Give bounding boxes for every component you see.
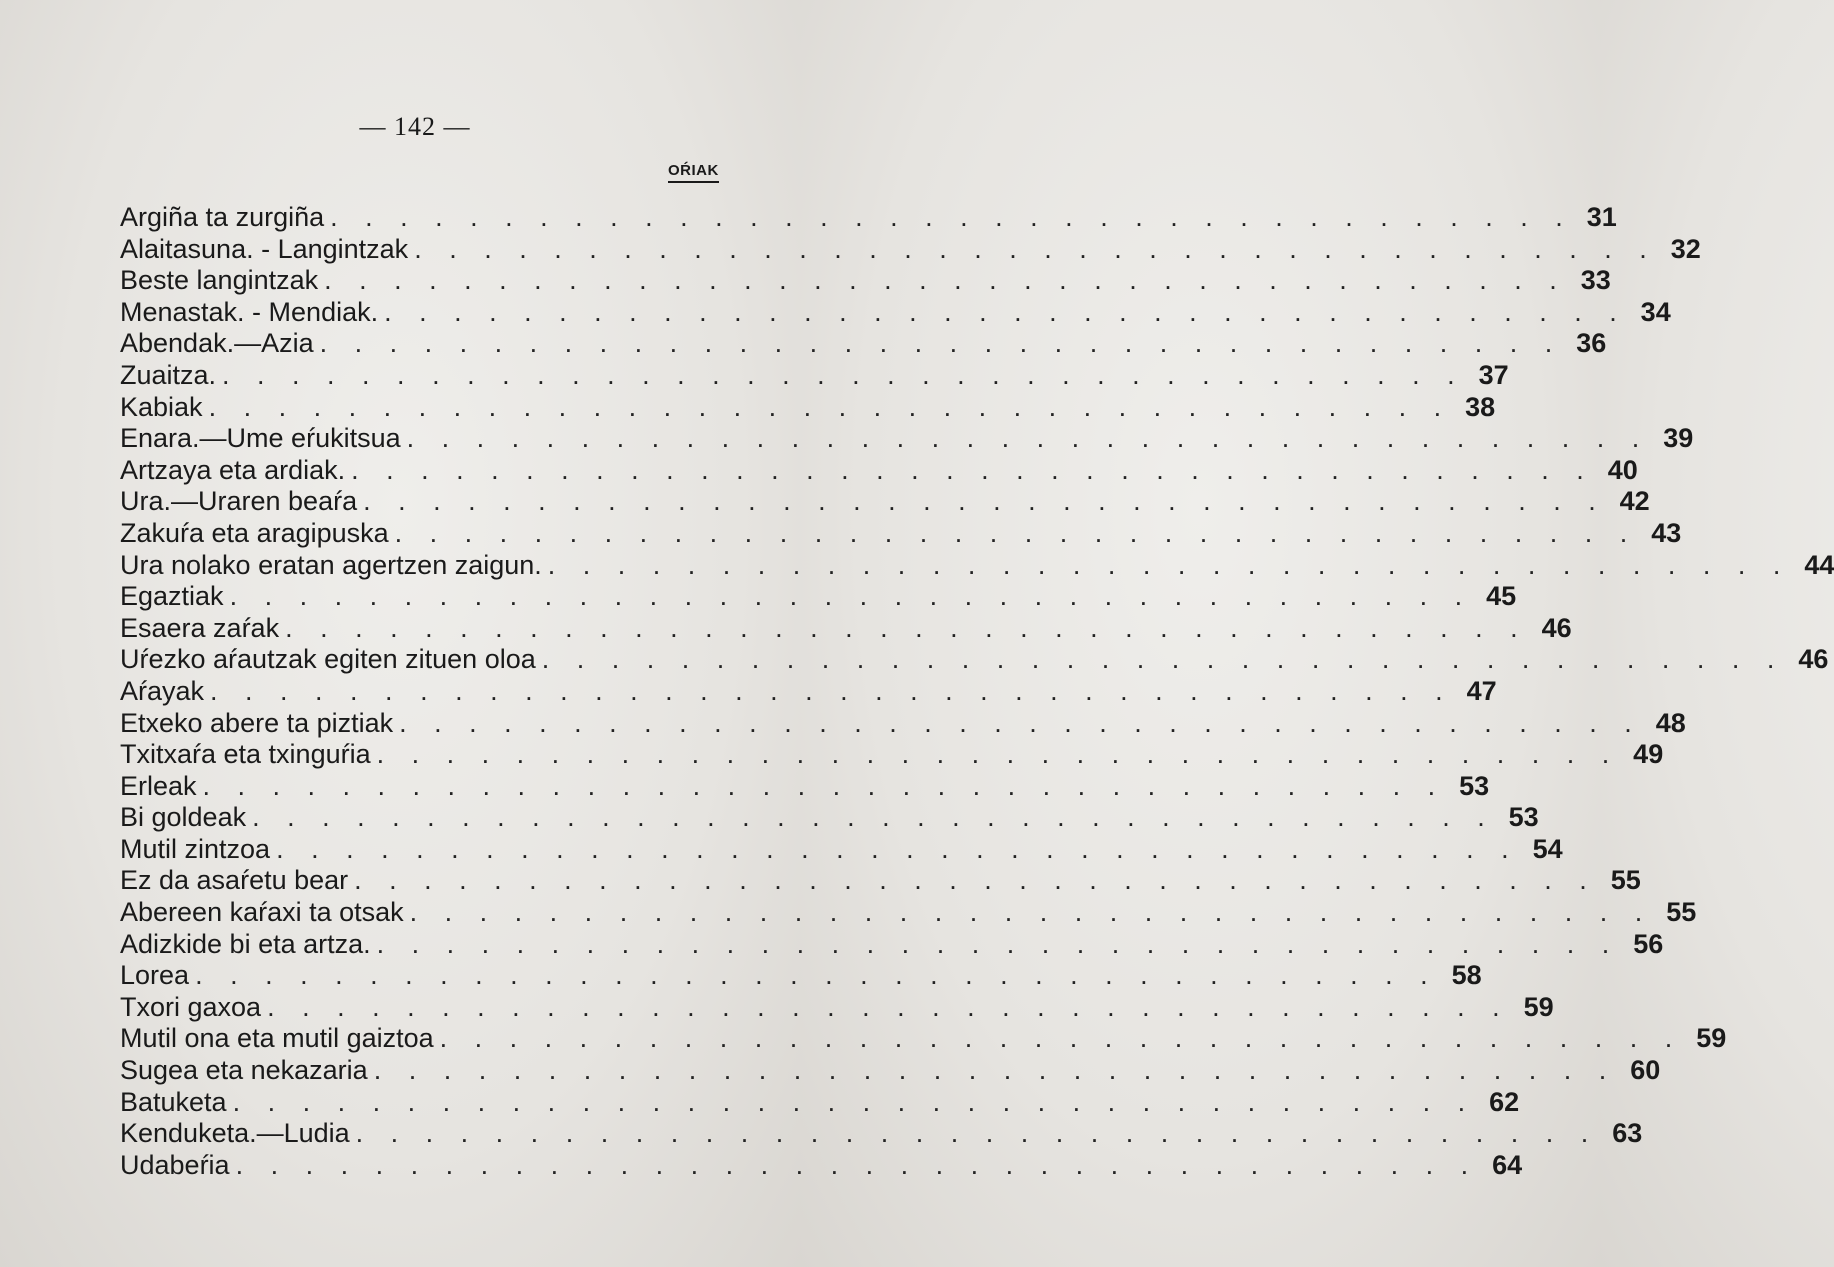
toc-entry-title: Ura.—Uraren beaŕa: [120, 486, 358, 517]
toc-leader-dots: . . . . . . . . . . . . . . . . . . . . . . . . . . . . . . . . . . . .: [354, 865, 1597, 896]
toc-entry: [120, 1086, 1520, 1119]
toc-leader-dots: . . . . . . . . . . . . . . . . . . . . . . . . . . . . . . . . . . . .: [276, 833, 1519, 864]
toc-entry: [120, 707, 1686, 740]
toc-entry-page: 63: [1612, 1118, 1643, 1149]
toc-entry-page: 54: [1532, 833, 1563, 864]
toc-entry-title: Abereen kaŕaxi ta otsak: [120, 897, 404, 928]
toc-entry-page: 56: [1633, 928, 1664, 959]
toc-entry-title: Aŕayak: [120, 675, 205, 706]
toc-leader-dots: . . . . . . . . . . . . . . . . . . . . . . . . . . . . . . . . . . . .: [324, 265, 1567, 296]
toc-entry-page: 48: [1655, 707, 1686, 738]
toc-leader-dots: . . . . . . . . . . . . . . . . . . . . . . . . . . . . . . . . . . . .: [376, 928, 1620, 959]
toc-leader-dots: . . . . . . . . . . . . . . . . . . . . . . . . . . . . . . . . . . . .: [330, 202, 1573, 232]
toc-leader-dots: . . . . . . . . . . . . . . . . . . . . . . . . . . . . . . . . . . . .: [252, 802, 1495, 833]
toc-leader-dots: . . . . . . . . . . . . . . . . . . . . . . . . . . . . . . . . . . . .: [210, 675, 1453, 706]
toc-entry: [120, 391, 1496, 424]
toc-entry-title: Enara.—Ume eŕukitsua: [120, 423, 401, 454]
toc-entry: [120, 328, 1607, 360]
toc-entry-title: Etxeko abere ta piztiak: [120, 707, 394, 738]
toc-leader-dots: . . . . . . . . . . . . . . . . . . . . . . . . . . . . . . . . . . . .: [399, 707, 1642, 738]
toc-leader-dots: . . . . . . . . . . . . . . . . . . . . . . . . . . . . . . . . . . . .: [406, 423, 1650, 454]
toc-leader-dots: . . . . . . . . . . . . . . . . . . . . . . . . . . . . . . . . . . . .: [355, 1118, 1599, 1149]
toc-entry-title: Alaitasuna. - Langintzak: [120, 233, 409, 264]
toc-entry-page: 49: [1633, 739, 1664, 770]
toc-entry: [120, 202, 1617, 234]
toc-entry-title: Kenduketa.—Ludia: [120, 1118, 350, 1149]
toc-entry-title: Sugea eta nekazaria: [120, 1055, 368, 1086]
toc-entry-page: 58: [1451, 960, 1482, 991]
toc-entry-title: Kabiak: [120, 391, 203, 422]
toc-entry-page: 33: [1580, 265, 1611, 296]
toc-entry-page: 38: [1465, 391, 1496, 422]
toc-entry: [120, 833, 1563, 866]
toc-leader-dots: . . . . . . . . . . . . . . . . . . . . . . . . . . . . . . . . . . . .: [547, 549, 1791, 580]
toc-entry: [120, 802, 1539, 834]
toc-leader-dots: . . . . . . . . . . . . . . . . . . . . . . . . . . . . . . . . . . . .: [222, 359, 1465, 390]
pages-column-header: OŔIAK: [668, 162, 719, 183]
toc-entry: [120, 960, 1482, 992]
toc-leader-dots: . . . . . . . . . . . . . . . . . . . . . . . . . . . . . . . . . . . .: [376, 739, 1620, 770]
toc-entry: [120, 675, 1497, 708]
page-number: — 142 —: [359, 112, 471, 141]
toc-entry-page: 60: [1630, 1055, 1661, 1086]
toc-leader-dots: . . . . . . . . . . . . . . . . . . . . . . . . . . . . . . . . . . . .: [351, 454, 1594, 485]
toc-entry-page: 53: [1459, 770, 1490, 801]
toc-entry-title: Lorea: [120, 960, 190, 991]
toc-entry-page: 55: [1666, 897, 1697, 928]
toc-entry-title: Abendak.—Azia: [120, 328, 314, 359]
toc-entry-title: Mutil ona eta mutil gaiztoa: [120, 1023, 434, 1054]
toc-entry-page: 59: [1696, 1023, 1727, 1054]
toc-leader-dots: . . . . . . . . . . . . . . . . . . . . . . . . . . . . . . . . . . . .: [267, 991, 1510, 1022]
toc-entry-title: Bi goldeak: [120, 802, 247, 833]
toc-entry-title: Uŕezko aŕautzak egiten zituen oloa: [120, 644, 536, 675]
toc-entry: [120, 1118, 1643, 1150]
toc-entry-page: 59: [1523, 991, 1554, 1022]
toc-entry: [120, 265, 1611, 297]
toc-entry-title: Udabeŕia: [120, 1149, 230, 1180]
toc-entry-title: Txitxaŕa eta txinguŕia: [120, 739, 371, 770]
toc-entry: [120, 1055, 1661, 1087]
toc-leader-dots: . . . . . . . . . . . . . . . . . . . . . . . . . . . . . . . . . . . .: [229, 581, 1473, 612]
toc-entry-title: Zuaitza.: [120, 359, 217, 390]
toc-leader-dots: . . . . . . . . . . . . . . . . . . . . . . . . . . . . . . . . . . . .: [373, 1055, 1617, 1086]
toc-entry-title: Artzaya eta ardiak.: [120, 454, 346, 485]
toc-leader-dots: . . . . . . . . . . . . . . . . . . . . . . . . . . . . . . . . . . . .: [414, 233, 1657, 264]
toc-entry-title: Beste langintzak: [120, 265, 319, 296]
toc-entry-page: 36: [1576, 328, 1607, 359]
toc-entry-title: Zakuŕa eta aragipuska: [120, 517, 389, 548]
toc-leader-dots: . . . . . . . . . . . . . . . . . . . . . . . . . . . . . . . . . . . .: [394, 517, 1638, 548]
toc-entry-title: Mutil zintzoa: [120, 833, 271, 864]
toc-entry: [120, 517, 1682, 550]
toc-leader-dots: . . . . . . . . . . . . . . . . . . . . . . . . . . . . . . . . . . . .: [541, 644, 1785, 675]
toc-entry: [120, 581, 1517, 613]
toc-entry-page: 47: [1466, 675, 1497, 706]
toc-entry-page: 34: [1640, 296, 1671, 327]
toc-entry-page: 37: [1478, 359, 1509, 390]
toc-leader-dots: . . . . . . . . . . . . . . . . . . . . . . . . . . . . . . . . . . . .: [363, 486, 1606, 517]
toc-entry-page: 45: [1486, 581, 1517, 612]
toc-leader-dots: . . . . . . . . . . . . . . . . . . . . . . . . . . . . . . . . . . . .: [319, 328, 1563, 359]
toc-entry-page: 46: [1798, 644, 1829, 675]
toc-entry-title: Erleak: [120, 770, 197, 801]
toc-entry: [120, 1149, 1523, 1182]
toc-entry: [120, 897, 1697, 929]
toc-entry-title: Txori gaxoa: [120, 991, 262, 1022]
toc-entry-page: 53: [1508, 802, 1539, 833]
toc-entry-title: Esaera zaŕak: [120, 612, 280, 643]
toc-leader-dots: . . . . . . . . . . . . . . . . . . . . . . . . . . . . . . . . . . . .: [208, 391, 1452, 422]
table-of-contents: [120, 202, 1834, 1181]
toc-entry-page: 64: [1492, 1149, 1523, 1180]
toc-entry-page: 40: [1607, 454, 1638, 485]
toc-entry-title: Argiña ta zurgiña: [120, 202, 325, 232]
toc-entry: [120, 549, 1834, 582]
toc-entry-title: Egaztiak: [120, 581, 224, 612]
toc-leader-dots: . . . . . . . . . . . . . . . . . . . . . . . . . . . . . . . . . . . .: [285, 612, 1528, 643]
toc-entry-page: 46: [1541, 612, 1572, 643]
toc-entry: [120, 454, 1638, 487]
toc-leader-dots: . . . . . . . . . . . . . . . . . . . . . . . . . . . . . . . . . . . .: [232, 1086, 1476, 1117]
toc-entry: [120, 739, 1664, 771]
toc-entry: [120, 233, 1701, 266]
toc-entry-page: 44: [1804, 549, 1834, 580]
toc-entry-page: 62: [1489, 1086, 1520, 1117]
toc-entry: [120, 770, 1490, 803]
toc-leader-dots: . . . . . . . . . . . . . . . . . . . . . . . . . . . . . . . . . . . .: [195, 960, 1438, 991]
toc-entry: [120, 486, 1650, 518]
toc-entry: [120, 423, 1694, 455]
toc-leader-dots: . . . . . . . . . . . . . . . . . . . . . . . . . . . . . . . . . . . .: [202, 770, 1446, 801]
toc-entry-page: 31: [1586, 202, 1617, 232]
toc-leader-dots: . . . . . . . . . . . . . . . . . . . . . . . . . . . . . . . . . . . .: [409, 897, 1653, 928]
toc-entry: [120, 1023, 1727, 1055]
toc-entry: [120, 359, 1509, 392]
toc-leader-dots: . . . . . . . . . . . . . . . . . . . . . . . . . . . . . . . . . . . .: [384, 296, 1627, 327]
toc-entry-title: Adizkide bi eta artza.: [120, 928, 371, 959]
toc-entry-title: Ura nolako eratan agertzen zaigun.: [120, 549, 542, 580]
toc-entry: [120, 296, 1671, 329]
toc-entry: [120, 612, 1572, 645]
toc-entry-title: Batuketa: [120, 1086, 227, 1117]
toc-entry-page: 43: [1651, 517, 1682, 548]
toc-entry-page: 42: [1619, 486, 1650, 517]
toc-leader-dots: . . . . . . . . . . . . . . . . . . . . . . . . . . . . . . . . . . . .: [439, 1023, 1683, 1054]
toc-entry: [120, 644, 1829, 676]
toc-entry-title: Menastak. - Mendiak.: [120, 296, 379, 327]
toc-entry: [120, 865, 1641, 897]
toc-leader-dots: . . . . . . . . . . . . . . . . . . . . . . . . . . . . . . . . . . . .: [235, 1149, 1479, 1180]
toc-entry-page: 32: [1670, 233, 1701, 264]
toc-entry-title: Ez da asaŕetu bear: [120, 865, 349, 896]
toc-entry: [120, 928, 1664, 961]
toc-entry-page: 55: [1610, 865, 1641, 896]
toc-entry-page: 39: [1663, 423, 1694, 454]
toc-entry: [120, 991, 1554, 1024]
